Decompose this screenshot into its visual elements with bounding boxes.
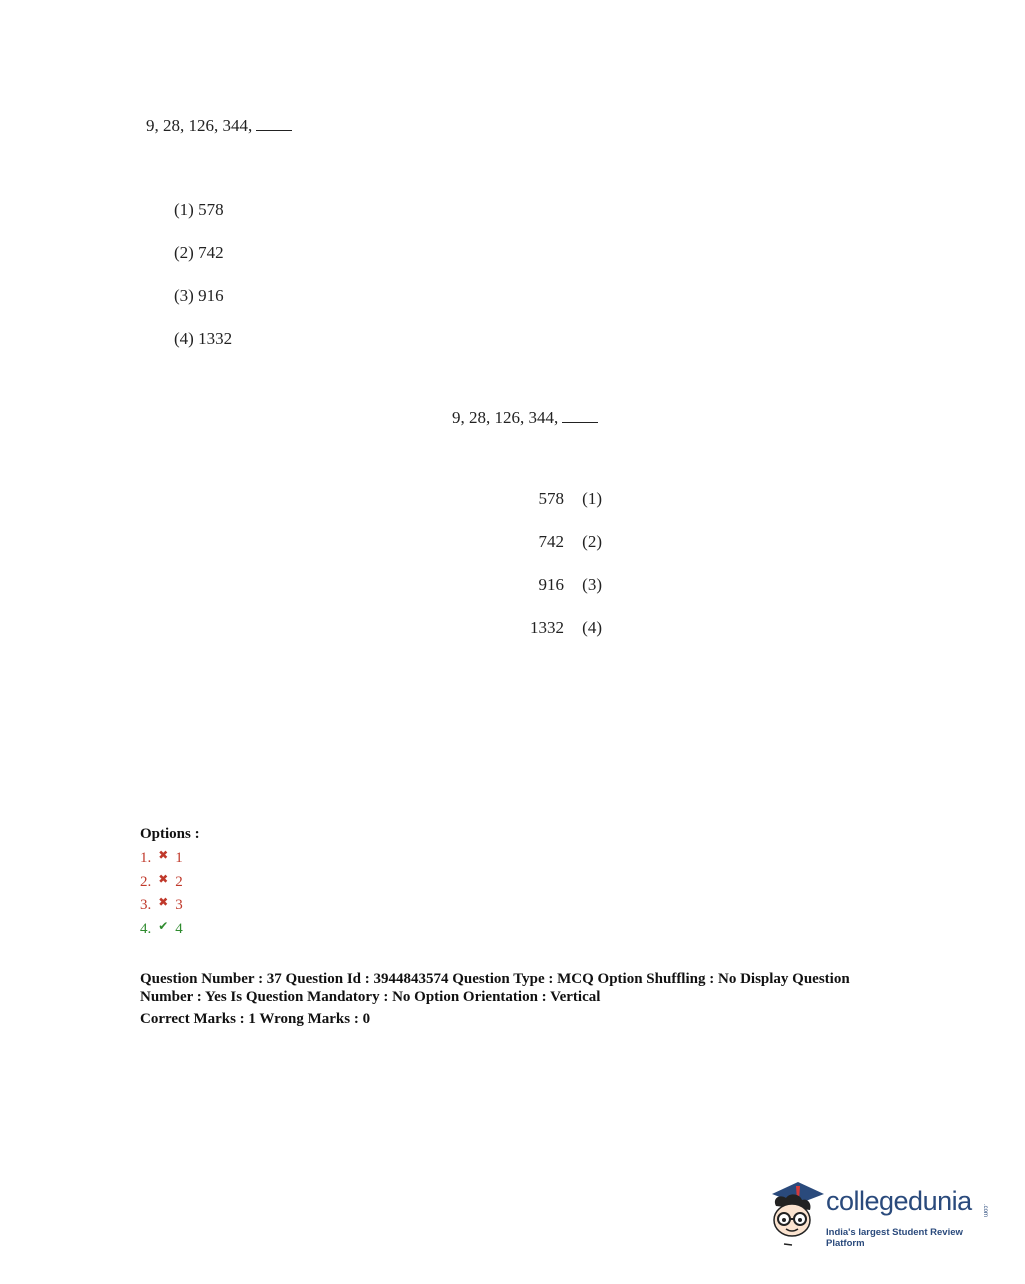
- question-series-hi: [452, 408, 598, 428]
- option-item: (1) 578: [174, 200, 224, 219]
- option-value: 3: [175, 897, 183, 914]
- answer-blank: [256, 116, 292, 131]
- option-label: (1): [582, 489, 602, 508]
- option-item: [520, 618, 602, 661]
- collegedunia-logo: [766, 1178, 994, 1250]
- series-text: 9, 28, 126, 344,: [452, 408, 559, 427]
- meta-line: Number : Yes Is Question Mandatory : No Option Orientation : Vertical: [140, 989, 601, 1005]
- answer-option-1: [140, 847, 200, 871]
- question-series-en: [146, 116, 292, 136]
- option-number: 3.: [140, 897, 152, 914]
- option-value: 1: [175, 850, 183, 867]
- mascot-icon: [766, 1178, 826, 1250]
- option-item: (2) 742: [174, 243, 224, 262]
- option-value: 578: [538, 489, 564, 508]
- series-text: 9, 28, 126, 344,: [146, 116, 253, 135]
- cross-icon: ✖: [158, 871, 169, 886]
- option-item: (4) 1332: [174, 329, 233, 348]
- meta-line: Question Number : 37 Question Id : 3944843574 Question Type : MCQ Option Shuffling : No Display Question: [140, 971, 850, 987]
- question-metadata: [140, 970, 900, 1028]
- logo-dotcom: .com: [982, 1204, 988, 1218]
- marks-line: Correct Marks : 1 Wrong Marks : 0: [140, 1011, 371, 1027]
- cross-icon: ✖: [158, 848, 169, 863]
- cross-icon: ✖: [158, 895, 169, 910]
- option-list-hi: [520, 489, 602, 661]
- option-number: 2.: [140, 873, 152, 890]
- answer-option-3: [140, 894, 200, 918]
- option-label: (3): [582, 575, 602, 594]
- option-item: (3) 916: [174, 286, 224, 305]
- option-value: 742: [538, 532, 564, 551]
- option-value: 2: [175, 873, 183, 890]
- logo-wordmark: collegedunia: [826, 1186, 972, 1216]
- check-icon: ✔: [158, 918, 169, 933]
- option-item: [520, 489, 602, 532]
- option-label: (4): [582, 618, 602, 637]
- logo-tagline: India's largest Student Review Platform: [826, 1227, 963, 1249]
- option-value: 4: [175, 920, 183, 937]
- answer-blank: [562, 408, 598, 423]
- answer-option-4: [140, 918, 200, 942]
- answer-option-2: [140, 871, 200, 895]
- option-number: 1.: [140, 850, 152, 867]
- option-value: 1332: [530, 618, 564, 637]
- option-item: [520, 532, 602, 575]
- option-list-en: [174, 200, 232, 372]
- option-item: [520, 575, 602, 618]
- options-heading: Options :: [140, 826, 200, 842]
- option-value: 916: [538, 575, 564, 594]
- option-label: (2): [582, 532, 602, 551]
- option-number: 4.: [140, 920, 152, 937]
- answer-options-panel: [140, 826, 200, 941]
